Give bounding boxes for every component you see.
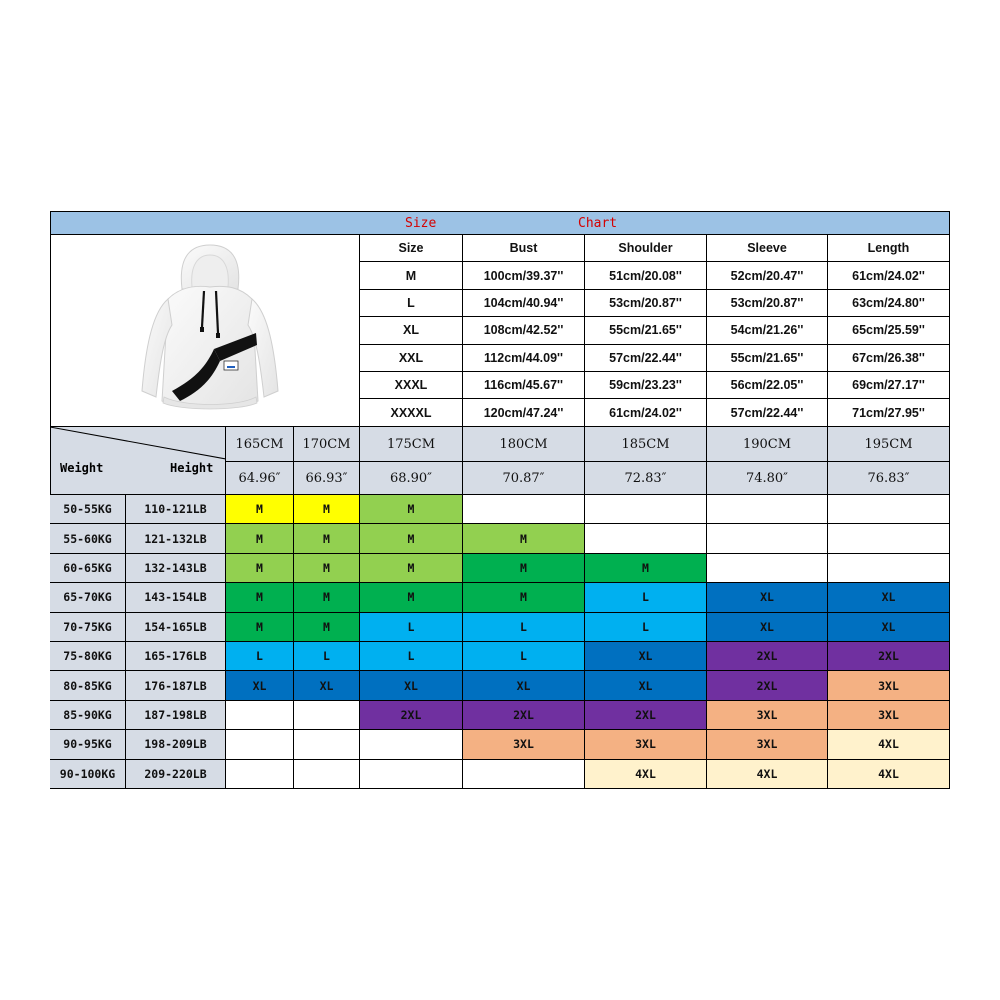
recommended-size-cell: M — [294, 495, 360, 524]
recommended-size-cell: XL — [707, 583, 828, 612]
recommended-size-cell: XL — [226, 671, 294, 700]
recommended-size-cell: L — [294, 642, 360, 671]
recommended-size-cell: 2XL — [360, 701, 463, 730]
height-inch-cell: 64.96″ — [226, 462, 294, 495]
recommended-size-cell: M — [294, 583, 360, 612]
height-inch-cell: 70.87″ — [463, 462, 585, 495]
recommended-size-cell — [360, 760, 463, 789]
recommended-size-cell: 3XL — [828, 671, 950, 700]
weight-kg-cell: 90-100KG — [50, 760, 126, 789]
weight-kg-cell: 75-80KG — [50, 642, 126, 671]
height-inch-cell: 72.83″ — [585, 462, 707, 495]
spec-value-cell: 61cm/24.02'' — [828, 262, 950, 289]
weight-lb-cell: 154-165LB — [126, 613, 226, 642]
product-photo — [50, 235, 360, 427]
recommended-size-cell: XL — [294, 671, 360, 700]
recommended-size-cell — [294, 701, 360, 730]
recommended-size-cell — [585, 524, 707, 553]
recommended-size-cell — [707, 495, 828, 524]
spec-value-cell: 54cm/21.26'' — [707, 317, 828, 344]
recommended-size-cell: 3XL — [707, 730, 828, 759]
recommended-size-cell: XL — [360, 671, 463, 700]
weight-lb-cell: 176-187LB — [126, 671, 226, 700]
recommended-size-cell: 4XL — [707, 760, 828, 789]
recommended-size-cell — [226, 760, 294, 789]
spec-value-cell: 67cm/26.38'' — [828, 345, 950, 372]
size-chart — [50, 211, 950, 789]
height-inch-cell: 66.93″ — [294, 462, 360, 495]
recommended-size-cell: 3XL — [707, 701, 828, 730]
recommended-size-cell: 2XL — [463, 701, 585, 730]
recommended-size-cell: M — [294, 554, 360, 583]
recommended-size-cell: 3XL — [828, 701, 950, 730]
spec-size-cell: XXL — [360, 345, 463, 372]
recommended-size-cell: L — [360, 613, 463, 642]
spec-size-cell: M — [360, 262, 463, 289]
recommended-size-cell: 3XL — [463, 730, 585, 759]
recommended-size-cell: L — [585, 613, 707, 642]
recommended-size-cell — [585, 495, 707, 524]
recommended-size-cell: M — [463, 554, 585, 583]
recommended-size-cell — [463, 760, 585, 789]
recommended-size-cell: M — [360, 583, 463, 612]
recommended-size-cell: 2XL — [707, 671, 828, 700]
recommended-size-cell — [707, 554, 828, 583]
spec-value-cell: 65cm/25.59'' — [828, 317, 950, 344]
height-cm-cell: 185CM — [585, 427, 707, 462]
recommended-size-cell: 4XL — [828, 730, 950, 759]
spec-header-cell: Size — [360, 235, 463, 262]
recommended-size-cell: M — [360, 495, 463, 524]
spec-value-cell: 53cm/20.87'' — [585, 290, 707, 317]
height-inch-cell: 74.80″ — [707, 462, 828, 495]
spec-value-cell: 69cm/27.17'' — [828, 372, 950, 399]
recommended-size-cell: XL — [585, 671, 707, 700]
spec-value-cell: 71cm/27.95'' — [828, 399, 950, 426]
height-cm-cell: 195CM — [828, 427, 950, 462]
recommended-size-cell — [828, 495, 950, 524]
spec-value-cell: 61cm/24.02'' — [585, 399, 707, 426]
hoodie-illustration-icon — [120, 241, 290, 421]
recommended-size-cell: M — [463, 524, 585, 553]
height-inch-cell: 68.90″ — [360, 462, 463, 495]
corner-height-label: Height — [170, 461, 214, 475]
spec-size-cell: XL — [360, 317, 463, 344]
recommended-size-cell: 4XL — [828, 760, 950, 789]
recommended-size-cell — [226, 701, 294, 730]
recommended-size-cell: M — [226, 583, 294, 612]
height-cm-cell: 180CM — [463, 427, 585, 462]
spec-value-cell: 120cm/47.24'' — [463, 399, 585, 426]
weight-lb-cell: 165-176LB — [126, 642, 226, 671]
recommended-size-cell — [463, 495, 585, 524]
spec-value-cell: 51cm/20.08'' — [585, 262, 707, 289]
spec-value-cell: 55cm/21.65'' — [585, 317, 707, 344]
weight-kg-cell: 60-65KG — [50, 554, 126, 583]
recommended-size-cell: M — [463, 583, 585, 612]
spec-value-cell: 112cm/44.09'' — [463, 345, 585, 372]
weight-kg-cell: 55-60KG — [50, 524, 126, 553]
recommended-size-cell: L — [463, 613, 585, 642]
spec-value-cell: 59cm/23.23'' — [585, 372, 707, 399]
corner-weight-label: Weight — [60, 461, 104, 475]
recommended-size-cell: M — [294, 524, 360, 553]
weight-lb-cell: 110-121LB — [126, 495, 226, 524]
recommended-size-cell: M — [226, 554, 294, 583]
weight-kg-cell: 70-75KG — [50, 613, 126, 642]
weight-kg-cell: 65-70KG — [50, 583, 126, 612]
recommended-size-cell: L — [226, 642, 294, 671]
spec-value-cell: 104cm/40.94'' — [463, 290, 585, 317]
weight-height-corner — [50, 427, 226, 495]
spec-header-cell: Shoulder — [585, 235, 707, 262]
recommended-size-cell: XL — [828, 583, 950, 612]
weight-lb-cell: 132-143LB — [126, 554, 226, 583]
height-cm-cell: 190CM — [707, 427, 828, 462]
weight-kg-cell: 90-95KG — [50, 730, 126, 759]
recommended-size-cell: XL — [463, 671, 585, 700]
spec-value-cell: 100cm/39.37'' — [463, 262, 585, 289]
weight-lb-cell: 198-209LB — [126, 730, 226, 759]
recommended-size-cell — [828, 524, 950, 553]
recommended-size-cell: M — [226, 613, 294, 642]
spec-value-cell: 108cm/42.52'' — [463, 317, 585, 344]
recommended-size-cell: M — [360, 554, 463, 583]
recommended-size-cell: L — [463, 642, 585, 671]
recommended-size-cell: 2XL — [707, 642, 828, 671]
banner-title-right: Chart — [578, 216, 618, 231]
recommended-size-cell — [294, 730, 360, 759]
recommended-size-cell: XL — [828, 613, 950, 642]
height-inch-cell: 76.83″ — [828, 462, 950, 495]
recommended-size-cell — [360, 730, 463, 759]
spec-header-cell: Length — [828, 235, 950, 262]
weight-lb-cell: 143-154LB — [126, 583, 226, 612]
recommended-size-cell — [294, 760, 360, 789]
recommended-size-cell: L — [585, 583, 707, 612]
recommended-size-cell: XL — [707, 613, 828, 642]
banner-title-left: Size — [405, 216, 437, 231]
spec-value-cell: 53cm/20.87'' — [707, 290, 828, 317]
weight-lb-cell: 187-198LB — [126, 701, 226, 730]
spec-size-cell: XXXL — [360, 372, 463, 399]
height-cm-cell: 165CM — [226, 427, 294, 462]
recommended-size-cell: 2XL — [585, 701, 707, 730]
recommended-size-cell — [707, 524, 828, 553]
spec-value-cell: 55cm/21.65'' — [707, 345, 828, 372]
spec-value-cell: 116cm/45.67'' — [463, 372, 585, 399]
spec-header-cell: Bust — [463, 235, 585, 262]
spec-header-cell: Sleeve — [707, 235, 828, 262]
spec-value-cell: 63cm/24.80'' — [828, 290, 950, 317]
spec-value-cell: 56cm/22.05'' — [707, 372, 828, 399]
height-cm-cell: 175CM — [360, 427, 463, 462]
recommended-size-cell — [828, 554, 950, 583]
size-chart-banner — [50, 211, 950, 235]
recommended-size-cell: M — [294, 613, 360, 642]
recommended-size-cell: M — [585, 554, 707, 583]
recommended-size-cell: M — [360, 524, 463, 553]
spec-value-cell: 57cm/22.44'' — [707, 399, 828, 426]
weight-kg-cell: 85-90KG — [50, 701, 126, 730]
recommended-size-cell — [226, 730, 294, 759]
weight-kg-cell: 50-55KG — [50, 495, 126, 524]
weight-lb-cell: 121-132LB — [126, 524, 226, 553]
weight-kg-cell: 80-85KG — [50, 671, 126, 700]
spec-size-cell: XXXXL — [360, 399, 463, 426]
spec-size-cell: L — [360, 290, 463, 317]
weight-lb-cell: 209-220LB — [126, 760, 226, 789]
spec-value-cell: 57cm/22.44'' — [585, 345, 707, 372]
recommended-size-cell: 2XL — [828, 642, 950, 671]
recommended-size-cell: M — [226, 524, 294, 553]
spec-value-cell: 52cm/20.47'' — [707, 262, 828, 289]
recommended-size-cell: L — [360, 642, 463, 671]
recommended-size-cell: 3XL — [585, 730, 707, 759]
recommended-size-cell: XL — [585, 642, 707, 671]
recommended-size-cell: M — [226, 495, 294, 524]
height-cm-cell: 170CM — [294, 427, 360, 462]
recommended-size-cell: 4XL — [585, 760, 707, 789]
